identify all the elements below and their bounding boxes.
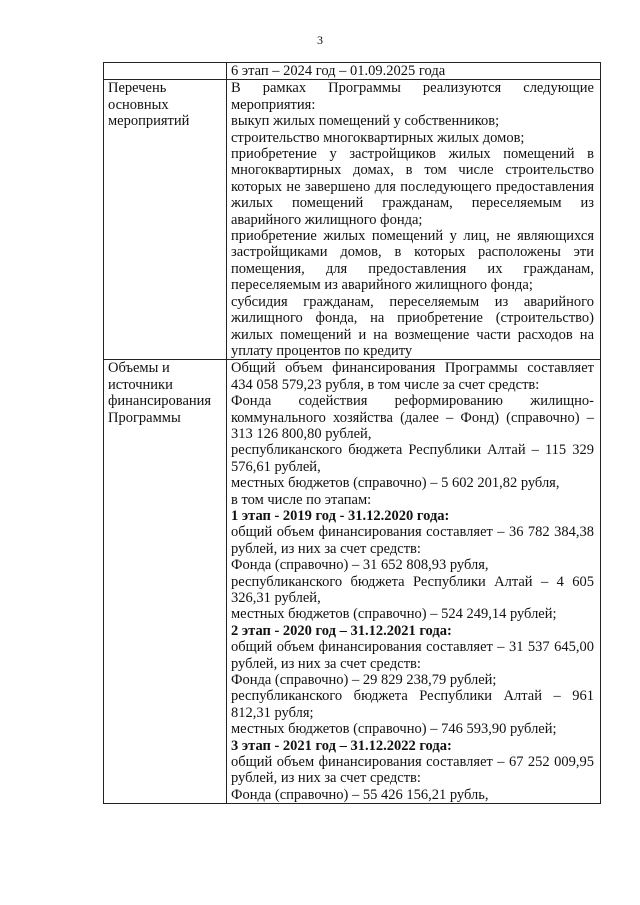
- stage-heading: 1 этап - 2019 год - 31.12.2020 года:: [231, 507, 450, 524]
- stage-heading: 3 этап - 2021 год – 31.12.2022 года:: [231, 737, 452, 754]
- funding-paragraph: республиканского бюджета Республики Алтай – 115 329 576,61 рублей,: [231, 442, 594, 475]
- funding-paragraph: в том числе по этапам:: [231, 491, 372, 508]
- page-number: 3: [317, 33, 323, 47]
- label-line: источники: [108, 376, 173, 393]
- label-line: финансирования: [108, 393, 212, 410]
- funding-paragraph: общий объем финансирования составляет – 67 252 009,95 рублей, из них за счет средств:: [231, 754, 594, 787]
- funding-paragraph: Общий объем финансирования Программы составляет 434 058 579,23 рубля, в том числе за счет средств:: [231, 360, 594, 393]
- label-line: Объемы и: [108, 360, 170, 377]
- measure-paragraph: субсидия гражданам, переселяемым из аварийного жилищного фонда, на приобретение (строительство) жилых помещений и на возмещение части расходов на уплату процентов по кредиту: [231, 293, 594, 359]
- funding-paragraph: местных бюджетов (справочно) – 5 602 201,82 рубля,: [231, 475, 560, 492]
- funding-paragraph: общий объем финансирования составляет – 31 537 645,00 рублей, из них за счет средств:: [231, 639, 594, 672]
- label-line: основных: [108, 96, 169, 113]
- funding-paragraph: Фонда (справочно) – 31 652 808,93 рубля,: [231, 557, 489, 574]
- program-passport-table: [103, 62, 601, 804]
- funding-paragraph: республиканского бюджета Республики Алтай – 961 812,31 рубля;: [231, 688, 594, 721]
- stage6-period: 6 этап – 2024 год – 01.09.2025 года: [227, 63, 601, 80]
- funding-paragraph: республиканского бюджета Республики Алтай – 4 605 326,31 рублей,: [231, 573, 594, 606]
- stage-heading: 2 этап - 2020 год – 31.12.2021 года:: [231, 622, 452, 639]
- measure-paragraph: выкуп жилых помещений у собственников;: [231, 113, 500, 130]
- measure-paragraph: приобретение жилых помещений у лиц, не являющихся застройщиками домов, в которых расположены эти помещения, для предоставления их гражданам, переселяемым из аварийного жилищного фонда;: [231, 228, 594, 294]
- measures-label: [104, 80, 227, 360]
- measure-paragraph: В рамках Программы реализуются следующие мероприятия:: [231, 80, 594, 113]
- measures-content: [227, 80, 601, 360]
- table-row-measures: [104, 80, 601, 360]
- funding-paragraph: Фонда (справочно) – 55 426 156,21 рубль,: [231, 786, 489, 803]
- funding-content: [227, 360, 601, 804]
- funding-paragraph: Фонда (справочно) – 29 829 238,79 рублей;: [231, 672, 497, 689]
- measure-paragraph: строительство многоквартирных жилых домов;: [231, 129, 525, 146]
- table-row-funding: [104, 360, 601, 804]
- funding-label: [104, 360, 227, 804]
- funding-paragraph: Фонда содействия реформированию жилищно-коммунального хозяйства (далее – Фонд) (справочно) – 313 126 800,80 рублей,: [231, 393, 594, 442]
- label-line: Программы: [108, 409, 181, 426]
- label-line: мероприятий: [108, 113, 190, 130]
- table-cell-empty: [104, 63, 227, 80]
- funding-paragraph: общий объем финансирования составляет – 36 782 384,38 рублей, из них за счет средств:: [231, 524, 594, 557]
- funding-paragraph: местных бюджетов (справочно) – 746 593,90 рублей;: [231, 721, 557, 738]
- measure-paragraph: приобретение у застройщиков жилых помещений в многоквартирных домах, в том числе строительство которых не завершено для последующего предоставления жилых помещений гражданам, переселяемым из аварийного жилищного фонда;: [231, 146, 594, 228]
- funding-paragraph: местных бюджетов (справочно) – 524 249,14 рублей;: [231, 606, 557, 623]
- table-row-stage6: [104, 63, 601, 80]
- label-line: Перечень: [108, 80, 167, 97]
